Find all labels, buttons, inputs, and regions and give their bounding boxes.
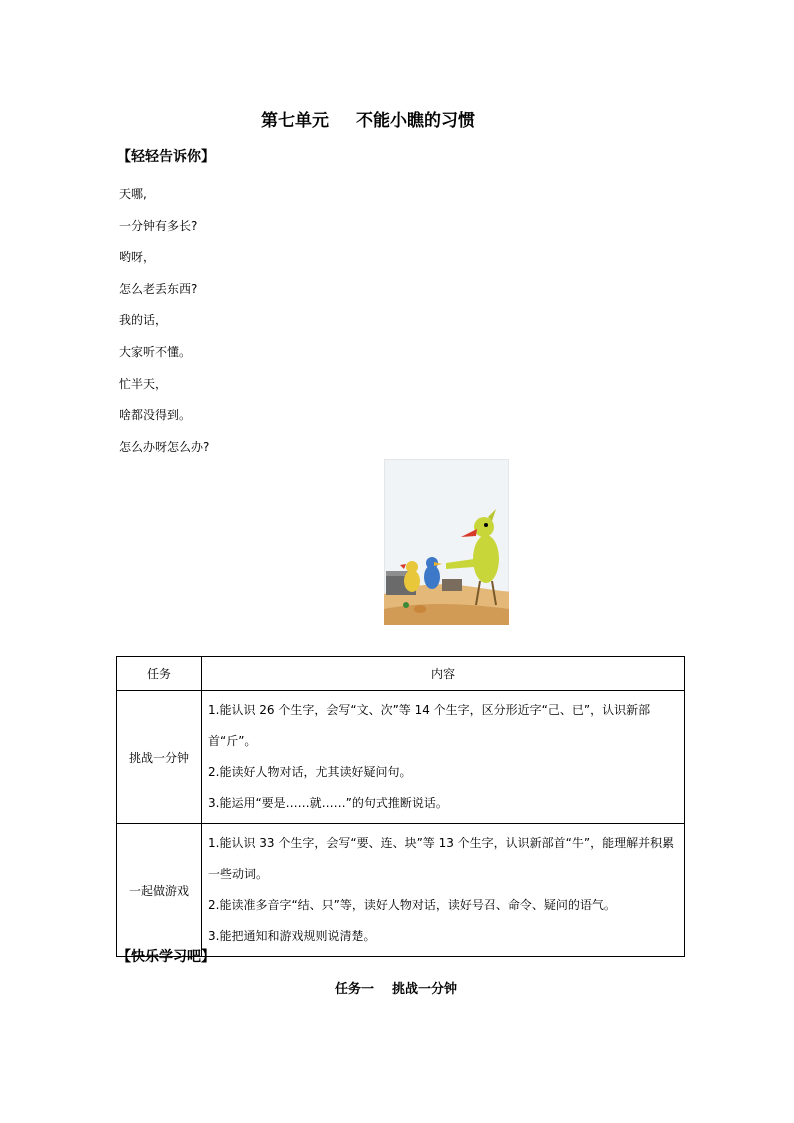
table-row <box>117 824 685 957</box>
content-item: 3.能运用“要是……就……”的句式推断说话。 <box>208 796 448 810</box>
content-item: 2.能读准多音字“结、只”等，读好人物对话，读好号召、命令、疑问的语气。 <box>208 898 616 912</box>
content-item: 3.能把通知和游戏规则说清楚。 <box>208 929 376 943</box>
task-name: 挑战一分钟 <box>117 691 202 824</box>
poem-line: 啥都没得到。 <box>119 408 192 423</box>
section-heading-learn: 【快乐学习吧】 <box>117 949 215 965</box>
header-content: 内容 <box>202 657 685 691</box>
task-number: 任务一 <box>335 982 375 997</box>
poem-line: 天哪, <box>119 187 147 201</box>
table-row <box>117 691 685 824</box>
poem <box>119 179 209 463</box>
content-item: 1.能认识 26 个生字，会写“文、次”等 14 个生字，区分形近字“己、已”，认识新部首“斤”。 <box>208 703 651 748</box>
poem-line: 我的话， <box>119 313 168 328</box>
content-item: 2.能读好人物对话，尤其读好疑问句。 <box>208 765 412 779</box>
task-table <box>116 656 685 957</box>
task-name: 一起做游戏 <box>117 824 202 957</box>
cartoon-bird-illustration <box>384 459 509 625</box>
content-item: 1.能认识 33 个生字，会写“要、连、块”等 13 个生字，认识新部首“牛”，能理解并积累一些动词。 <box>208 836 675 881</box>
task-content <box>202 691 685 824</box>
poem-line: 一分钟有多长? <box>119 218 198 233</box>
unit-number: 第七单元 <box>261 111 329 131</box>
section-heading-tell: 【轻轻告诉你】 <box>117 149 215 165</box>
poem-line: 怎么办呀怎么办? <box>119 439 210 454</box>
task-title: 挑战一分钟 <box>392 982 458 997</box>
table-header-row <box>117 657 685 691</box>
poem-line: 哟呀， <box>119 250 156 265</box>
poem-line: 大家听不懂。 <box>119 344 192 359</box>
poem-line: 忙半天， <box>119 376 168 391</box>
unit-name: 不能小瞧的习惯 <box>356 111 475 131</box>
poem-line: 怎么老丢东西? <box>119 281 198 296</box>
header-task: 任务 <box>117 657 202 691</box>
task-content <box>202 824 685 957</box>
